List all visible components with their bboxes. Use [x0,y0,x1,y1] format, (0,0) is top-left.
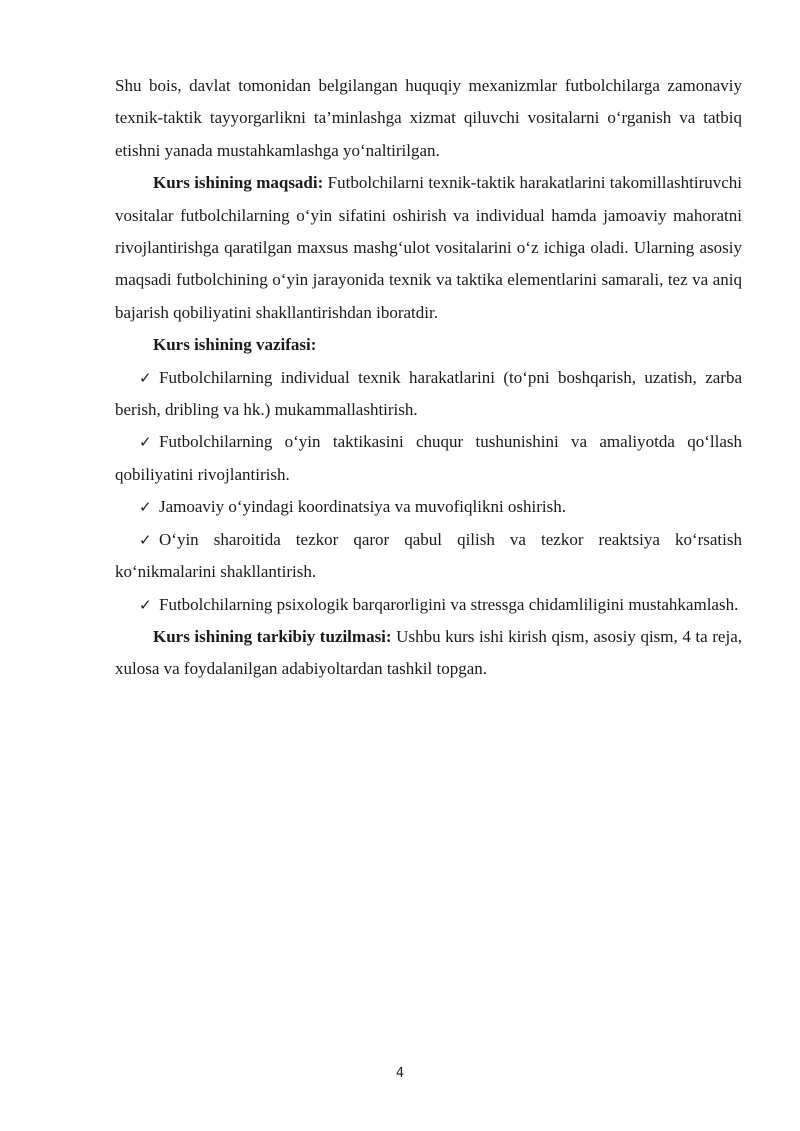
structure-paragraph [115,621,742,686]
structure-text: Ushbu kurs ishi kirish qism, asosiy qism, 4 ta reja, xulosa va foydalanilgan adabiyoltardan tashkil topgan. [115,626,743,679]
goal-heading: Kurs ishining maqsadi: [153,173,324,193]
task-text: Futbolchilarning o‘yin taktikasini chuqur tushunishini va amaliyotda qo‘llash qobiliyatini rivojlantirish. [115,432,742,484]
intro-paragraph: Shu bois, davlat tomonidan belgilangan huquqiy mexanizmlar futbolchilarga zamonaviy texnik-taktik tayyorgarlikni ta’minlashga xizmat qiluvchi vositalarni o‘rganish va tatbiq etishni yanada mustahkamlashga yo‘naltirilgan. [115,76,742,160]
check-icon: ✓ [139,368,152,387]
task-text: Futbolchilarning individual texnik harakatlarini (to‘pni boshqarish, uzatish, zarba berish, dribling va hk.) mukammallashtirish. [115,367,742,420]
task-text: Futbolchilarning psixologik barqarorligini va stressga chidamliligini mustahkamlash. [159,594,739,614]
check-icon: ✓ [139,498,152,517]
page-number: 4 [395,1066,405,1081]
tasks-heading: Kurs ishining vazifasi: [153,335,317,355]
task-item [115,426,742,491]
check-icon: ✓ [139,530,152,549]
structure-heading: Kurs ishining tarkibiy tuzilmasi: [153,626,392,646]
check-icon: ✓ [139,433,152,452]
task-item [115,362,742,427]
task-item [115,589,742,621]
document-page [115,70,742,686]
task-item [115,491,742,523]
check-icon: ✓ [139,595,152,614]
task-text: O‘yin sharoitida tezkor qaror qabul qilish va tezkor reaktsiya ko‘rsatish ko‘nikmalarini shakllantirish. [115,529,742,582]
task-item [115,524,742,589]
task-text: Jamoaviy o‘yindagi koordinatsiya va muvofiqlikni oshirish. [159,497,567,517]
goal-paragraph [115,167,742,329]
goal-text: Futbolchilarni texnik-taktik harakatlarini takomillashtiruvchi vositalar futbolchilarning o‘yin sifatini oshirish va individual hamda jamoaviy mahoratni rivojlantirishga qaratilgan maxsus mashg‘ulot vositalarini o‘z ichiga oladi. Ularning asosiy maqsadi futbolchining o‘yin jarayonida texnik va taktika elementlarini samarali, tez va aniq bajarish qobiliyatini shakllantirishdan iboratdir. [115,173,742,322]
